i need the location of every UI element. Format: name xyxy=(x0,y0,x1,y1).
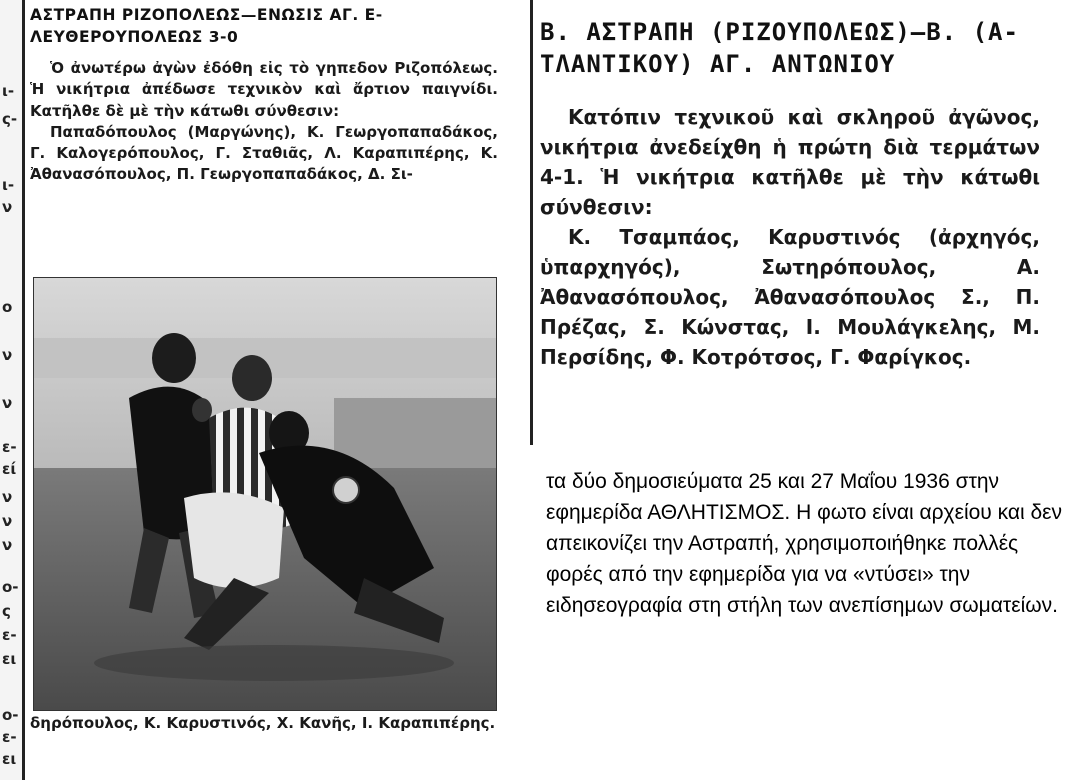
margin-fragment: ει xyxy=(2,750,17,768)
column-rule xyxy=(530,0,533,445)
margin-fragment: ε- xyxy=(2,626,17,644)
margin-fragment: ν xyxy=(2,488,13,506)
margin-fragment: ν xyxy=(2,346,13,364)
margin-fragment: ο- xyxy=(2,578,19,596)
margin-fragment: ι- xyxy=(2,82,15,100)
margin-fragment: ε- xyxy=(2,728,17,746)
margin-fragment: ς- xyxy=(2,110,18,128)
margin-fragment: ο xyxy=(2,298,13,316)
margin-fragment: ν xyxy=(2,198,13,216)
archival-football-photo xyxy=(33,277,497,711)
margin-fragment: ε- xyxy=(2,438,17,456)
margin-fragment: ει xyxy=(2,650,17,668)
article-astrapi-enosis xyxy=(30,4,498,186)
margin-fragment: ς xyxy=(2,602,11,620)
article-astrapi-atlantikos xyxy=(540,16,1064,372)
margin-fragment: ο- xyxy=(2,706,19,724)
article-lineup-continuation: δηρόπουλος, Κ. Καρυστινός, Χ. Κανῆς, Ι. Καραπιπέρης. xyxy=(30,714,496,732)
margin-fragment: ν xyxy=(2,536,13,554)
margin-fragment: εί xyxy=(2,460,17,478)
article-lineup: Παπαδόπουλος (Μαργώνης), Κ. Γεωργοπαπαδάκος, Γ. Καλογερόπουλος, Γ. Σταθιᾶς, Λ. Καραπιπέρης, Κ. Ἀθανασόπουλος, Π. Γεωργοπαπαδάκος, Δ. Σι- xyxy=(30,122,498,184)
article-lineup: Κ. Τσαμπάος, Καρυστινός (ἀρχηγός, ὑπαρχηγός), Σωτηρόπουλος, Α. Ἀθανασόπουλος, Ἀθανασόπουλος Σ., Π. Πρέζας, Σ. Κώνστας, Ι. Μουλάγκελης, Μ. Περσίδης, Φ. Κοτρότσος, Γ. Φαρίγκος. xyxy=(540,225,1040,369)
article-title: ΑΣΤΡΑΠΗ ΡΙΖΟΠΟΛΕΩΣ—ΕΝΩΣΙΣ ΑΓ. Ε-ΛΕΥΘΕΡΟΥΠΟΛΕΩΣ 3-0 xyxy=(30,6,383,46)
article-title: Β. ΑΣΤΡΑΠΗ (ΡΙΖΟΥΠΟΛΕΩΣ)–Β. (Α-ΤΛΑΝΤΙΚΟΥ) ΑΓ. ΑΝΤΩΝΙΟΥ xyxy=(540,18,1019,78)
image-caption: τα δύο δημοσιεύματα 25 και 27 Μαΐου 1936 στην εφημερίδα ΑΘΛΗΤΙΣΜΟΣ. Η φωτο είναι αρχείου και δεν απεικονίζει την Αστραπή, χρησιμοποιήθηκε πολλές φορές από την εφημερίδα για να «ντύσει» την ειδησεογραφία στη στήλη των ανεπίσημων σωματείων. xyxy=(546,470,1063,617)
clipped-left-column xyxy=(0,0,22,780)
article-body: Κατόπιν τεχνικοῦ καὶ σκληροῦ ἀγῶνος, νικήτρια ἀνεδείχθη ἡ πρώτη διὰ τερμάτων 4-1. Ἡ νικήτρια κατῆλθε μὲ τὴν κάτωθι σύνθεσιν: xyxy=(540,105,1040,219)
margin-fragment: ν xyxy=(2,394,13,412)
margin-fragment: ν xyxy=(2,512,13,530)
article-body: Ὁ ἀνωτέρω ἀγὼν ἐδόθη εἰς τὸ γηπεδον Ριζοπόλεως. Ἡ νικήτρια ἀπέδωσε τεχνικὸν καὶ ἄρτιον παιγνίδι. Κατῆλθε δὲ μὲ τὴν κάτωθι σύνθεσιν: xyxy=(30,59,498,120)
column-rule xyxy=(22,0,25,780)
margin-fragment: ι- xyxy=(2,176,15,194)
